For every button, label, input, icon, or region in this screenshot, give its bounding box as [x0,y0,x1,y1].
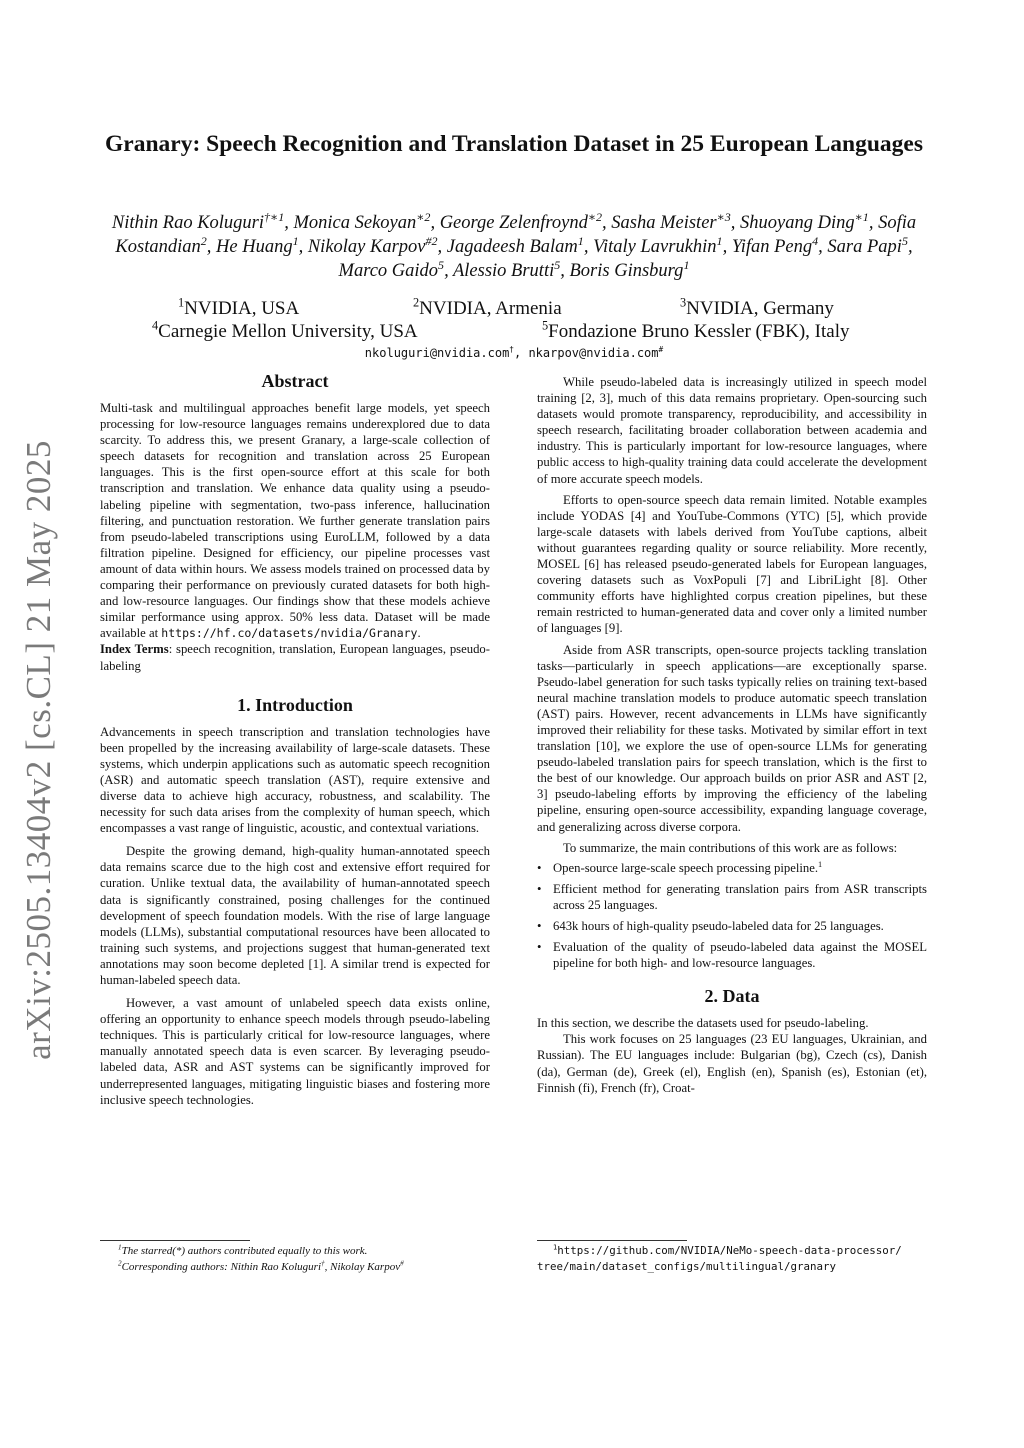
author-name: Marco Gaido [338,261,439,281]
author-name: Sofia Kostandian [115,213,917,257]
author-affiliation-mark: ∗2 [587,209,603,224]
data-paragraph-2: This work focuses on 25 languages (23 EU languages, Ukrainian, and Russian). The EU languages include: Bulgarian (bg), Czech (cs), Danish (da), German (de), Greek (el), English (en), Spanish (es), Estonian (et), Finnish (fi), French (fr), Croat- [537,1032,927,1095]
footnote-left-1: $^1$The starred(*) authors contributed equally to this work. [118,1243,368,1257]
author-name: Boris Ginsburg [569,261,684,281]
affiliation-4: $^4$Carnegie Mellon University, USA [152,318,418,342]
footnote-right-2[interactable]: tree/main/dataset_configs/multilingual/granary [537,1260,837,1273]
author-name: Yifan Peng [731,237,813,257]
author-name: Sasha Meister [611,213,717,233]
section-heading-introduction: 1. Introduction [237,694,353,715]
author-affiliation-mark: 1 [577,233,584,248]
author-name: Jagadeesh Balam [446,237,578,257]
paper-title: Granary: Speech Recognition and Translation Dataset in 25 European Languages [104,131,923,157]
intro-paragraph-4: While pseudo-labeled data is increasingly utilized in speech model training [2, 3], much of this data remains proprietary. Open-sourcing such datasets would promote transparency, reproducibility, and accessibility in speech research, facilitating broader collaboration between academia and industry. This is particularly important for low-resource languages, where public access to high-quality training data could accelerate the development of more accurate speech models. [537,375,927,486]
author-affiliation-mark: 1 [292,233,299,248]
author-name: Sara Papi [827,237,902,257]
index-terms: Index Terms: speech recognition, translation, European languages, pseudo-labeling [100,642,490,673]
author-affiliation-mark: 5 [438,257,445,272]
author-affiliation-mark: 5 [554,257,561,272]
left-column [100,370,490,1108]
author-name: Shuoyang Ding [740,213,855,233]
list-item: • 643k hours of high-quality pseudo-labeled data for 25 languages. [537,918,927,934]
list-item: • Efficient method for generating translation pairs from ASR transcripts across 25 languages. [537,881,927,913]
footnote-rule-left [100,1240,250,1241]
author-name: Alessio Brutti [452,261,555,281]
email-koluguri[interactable]: nkoluguri@nvidia.com [364,346,510,360]
author-affiliation-mark: ∗2 [416,209,431,224]
intro-paragraph-3: However, a vast amount of unlabeled speech data exists online, offering an opportunity to enhance speech models through pseudo-labeling techniques. This is particularly critical for low-resource languages, where manually annotated speech data is even scarcer. By leveraging pseudo-labeled data, ASR and AST systems can be significantly improved for underrepresented languages, mitigating linguistic biases and fostering more inclusive speech technologies. [100,996,490,1107]
author-affiliation-mark: 4 [812,233,819,248]
author-name: He Huang [216,237,293,257]
abstract-heading: Abstract [261,371,329,391]
section-heading-data: 2. Data [704,986,760,1007]
right-column [537,374,927,1096]
affiliation-3: $^3$NVIDIA, Germany [680,295,834,319]
footnote-rule-right [537,1240,687,1241]
author-name: George Zelenfroynd [439,213,588,233]
arxiv-stamp [14,440,64,1060]
author-affiliation-mark: 1 [683,257,690,272]
intro-paragraph-7: To summarize, the main contributions of this work are as follows: [563,840,898,855]
author-name: Vitaly Lavrukhin [593,237,717,257]
list-item: • Open-source large-scale speech processing pipeline.$^1$ [537,860,927,876]
pipeline-link-line1[interactable]: https://github.com/NVIDIA/NeMo-speech-data-processor/ [557,1244,902,1257]
affiliation-2: $^2$NVIDIA, Armenia [413,295,562,319]
author-affiliation-mark: ∗1 [854,209,869,224]
intro-paragraph-5: Efforts to open-source speech data remain limited. Notable examples include YODAS [4] and YouTube-Commons (YTC) [5], which provide large-scale datasets with labels derived from YouTube captions, albeit without guarantees regarding quality or source reliability. More recently, MOSEL [6] has released pseudo-generated labels for European languages, covering datasets such as VoxPopuli [7] and LibriLight [8]. Other community efforts have highlighted corpus creation pipelines, but these remain restricted to human-generated data and cover only a limited number of languages [9]. [537,492,927,636]
author-affiliation-mark: 5 [901,233,908,248]
data-paragraph-1: In this section, we describe the datasets used for pseudo-labeling. [537,1016,869,1031]
abstract-text: Multi-task and multilingual approaches benefit large models, yet speech processing for low-resource languages remains underexplored due to data scarcity. To address this, we present Granary, a large-scale collection of speech datasets for recognition and translation across 25 European languages. This is the first open-source effort at this scale for both transcription and translation. We enhance data quality using a pseudo-labeling pipeline with segmentation, two-pass inference, hallucination filtering, and punctuation restoration. We further generate translation pairs from pseudo-labeled transcriptions using EuroLLM, followed by a data filtration pipeline. Designed for efficiency, our pipeline processes vast amount of data within hours. We assess models trained on processed data by comparing their performance on previously curated datasets for both high- and low-resource languages. Our findings show that these models achieve similar performance using approx. 50% less data. Dataset will be made available at https://hf.co/datasets/nvidia/Granary. [100,401,490,641]
author-affiliation-mark: ∗3 [716,209,731,224]
footnote-right-1: $^1$https://github.com/NVIDIA/NeMo-speech-data-processor/ [553,1242,902,1257]
intro-paragraph-6: Aside from ASR transcripts, open-source projects tackling translation tasks—particularly in speech applications—are exceptionally sparse. Pseudo-label generation for such tasks typically relies on training text-based neural machine translation models to produce automatic speech translation (AST) pairs. However, recent advancements in LLMs have significantly improved their reliability for these tasks. Motivated by similar effort in text translation [10], we explore the use of open-source LLMs for generating pseudo-labeled translation pairs for speech translation, which is the first to the best of our knowledge. Our approach builds on prior ASR and AST [2, 3] pseudo-labeling efforts by improving the efficiency of the labeling pipeline, ensuring open-source accessibility, expanding language coverage, and generalizing across diverse corpora. [537,642,927,834]
author-name: Monica Sekoyan [293,213,417,233]
affiliation-5: $^5$Fondazione Bruno Kessler (FBK), Italy [542,318,850,342]
author-affiliation-mark: 1 [716,233,723,248]
email-karpov[interactable]: nkarpov@nvidia.com [528,346,659,360]
author-list: Nithin Rao Koluguri$^{\dagger∗1}$, Monica Sekoyan$^{∗2}$, George Zelenfroynd$^{∗2}$, Sasha Meister$^{∗3}$, Shuoyang Ding$^{∗1}$, Sofia Kostandian$^2$, He Huang$^1$, Nikolay Karpov$^{\#2}$, Jagadeesh Balam$^1$, Vitaly Lavrukhin$^1$, Yifan Peng$^4$, Sara Papi$^5$, Marco Gaido$^5$, Alessio Brutti$^5$, Boris Ginsburg$^1$ [111,209,917,281]
author-name: Nithin Rao Koluguri [111,213,265,233]
intro-paragraph-2: Despite the growing demand, high-quality human-annotated speech data remains scarce due to the high cost and extensive effort required for curation. Unlike textual data, the availability of human-annotated speech data is significantly constrained, posing challenges for the continued development of speech foundation models. With the rise of large language models (LLMs), substantial computational resources have been allocated to training such systems, and projections suggest that human-generated text annotations may soon become depleted [1]. A similar trend is expected for human-labeled speech data. [100,844,490,987]
contact-emails: nkoluguri@nvidia.com†, nkarpov@nvidia.com# [364,345,664,360]
footnote-left-2: $^2$Corresponding authors: Nithin Rao Koluguri†, Nikolay Karpov# [118,1259,404,1273]
author-name: Nikolay Karpov [307,237,426,257]
author-affiliation-mark: #2 [425,233,438,248]
author-affiliation-mark: †∗1 [264,209,285,224]
author-affiliation-mark: 2 [200,233,207,248]
affiliation-1: $^1$NVIDIA, USA [178,295,300,319]
arxiv-stamp-text: arXiv:2505.13404v2 [cs.CL] 21 May 2025 [19,440,59,1060]
list-item: • Evaluation of the quality of pseudo-labeled data against the MOSEL pipeline for both high- and low-resource languages. [537,939,927,971]
dataset-link[interactable]: https://hf.co/datasets/nvidia/Granary [161,626,418,641]
intro-paragraph-1: Advancements in speech transcription and translation technologies have been propelled by the increasing availability of large-scale datasets. These systems, which underpin applications such as automatic speech recognition (ASR) and automatic speech translation (AST), require extensive and diverse data to achieve high accuracy, robustness, and scalability. The necessity for such data arises from the complexity of human speech, which encompasses a vast range of linguistic, acoustic, and contextual variations. [100,724,490,836]
contributions-list [537,860,927,972]
